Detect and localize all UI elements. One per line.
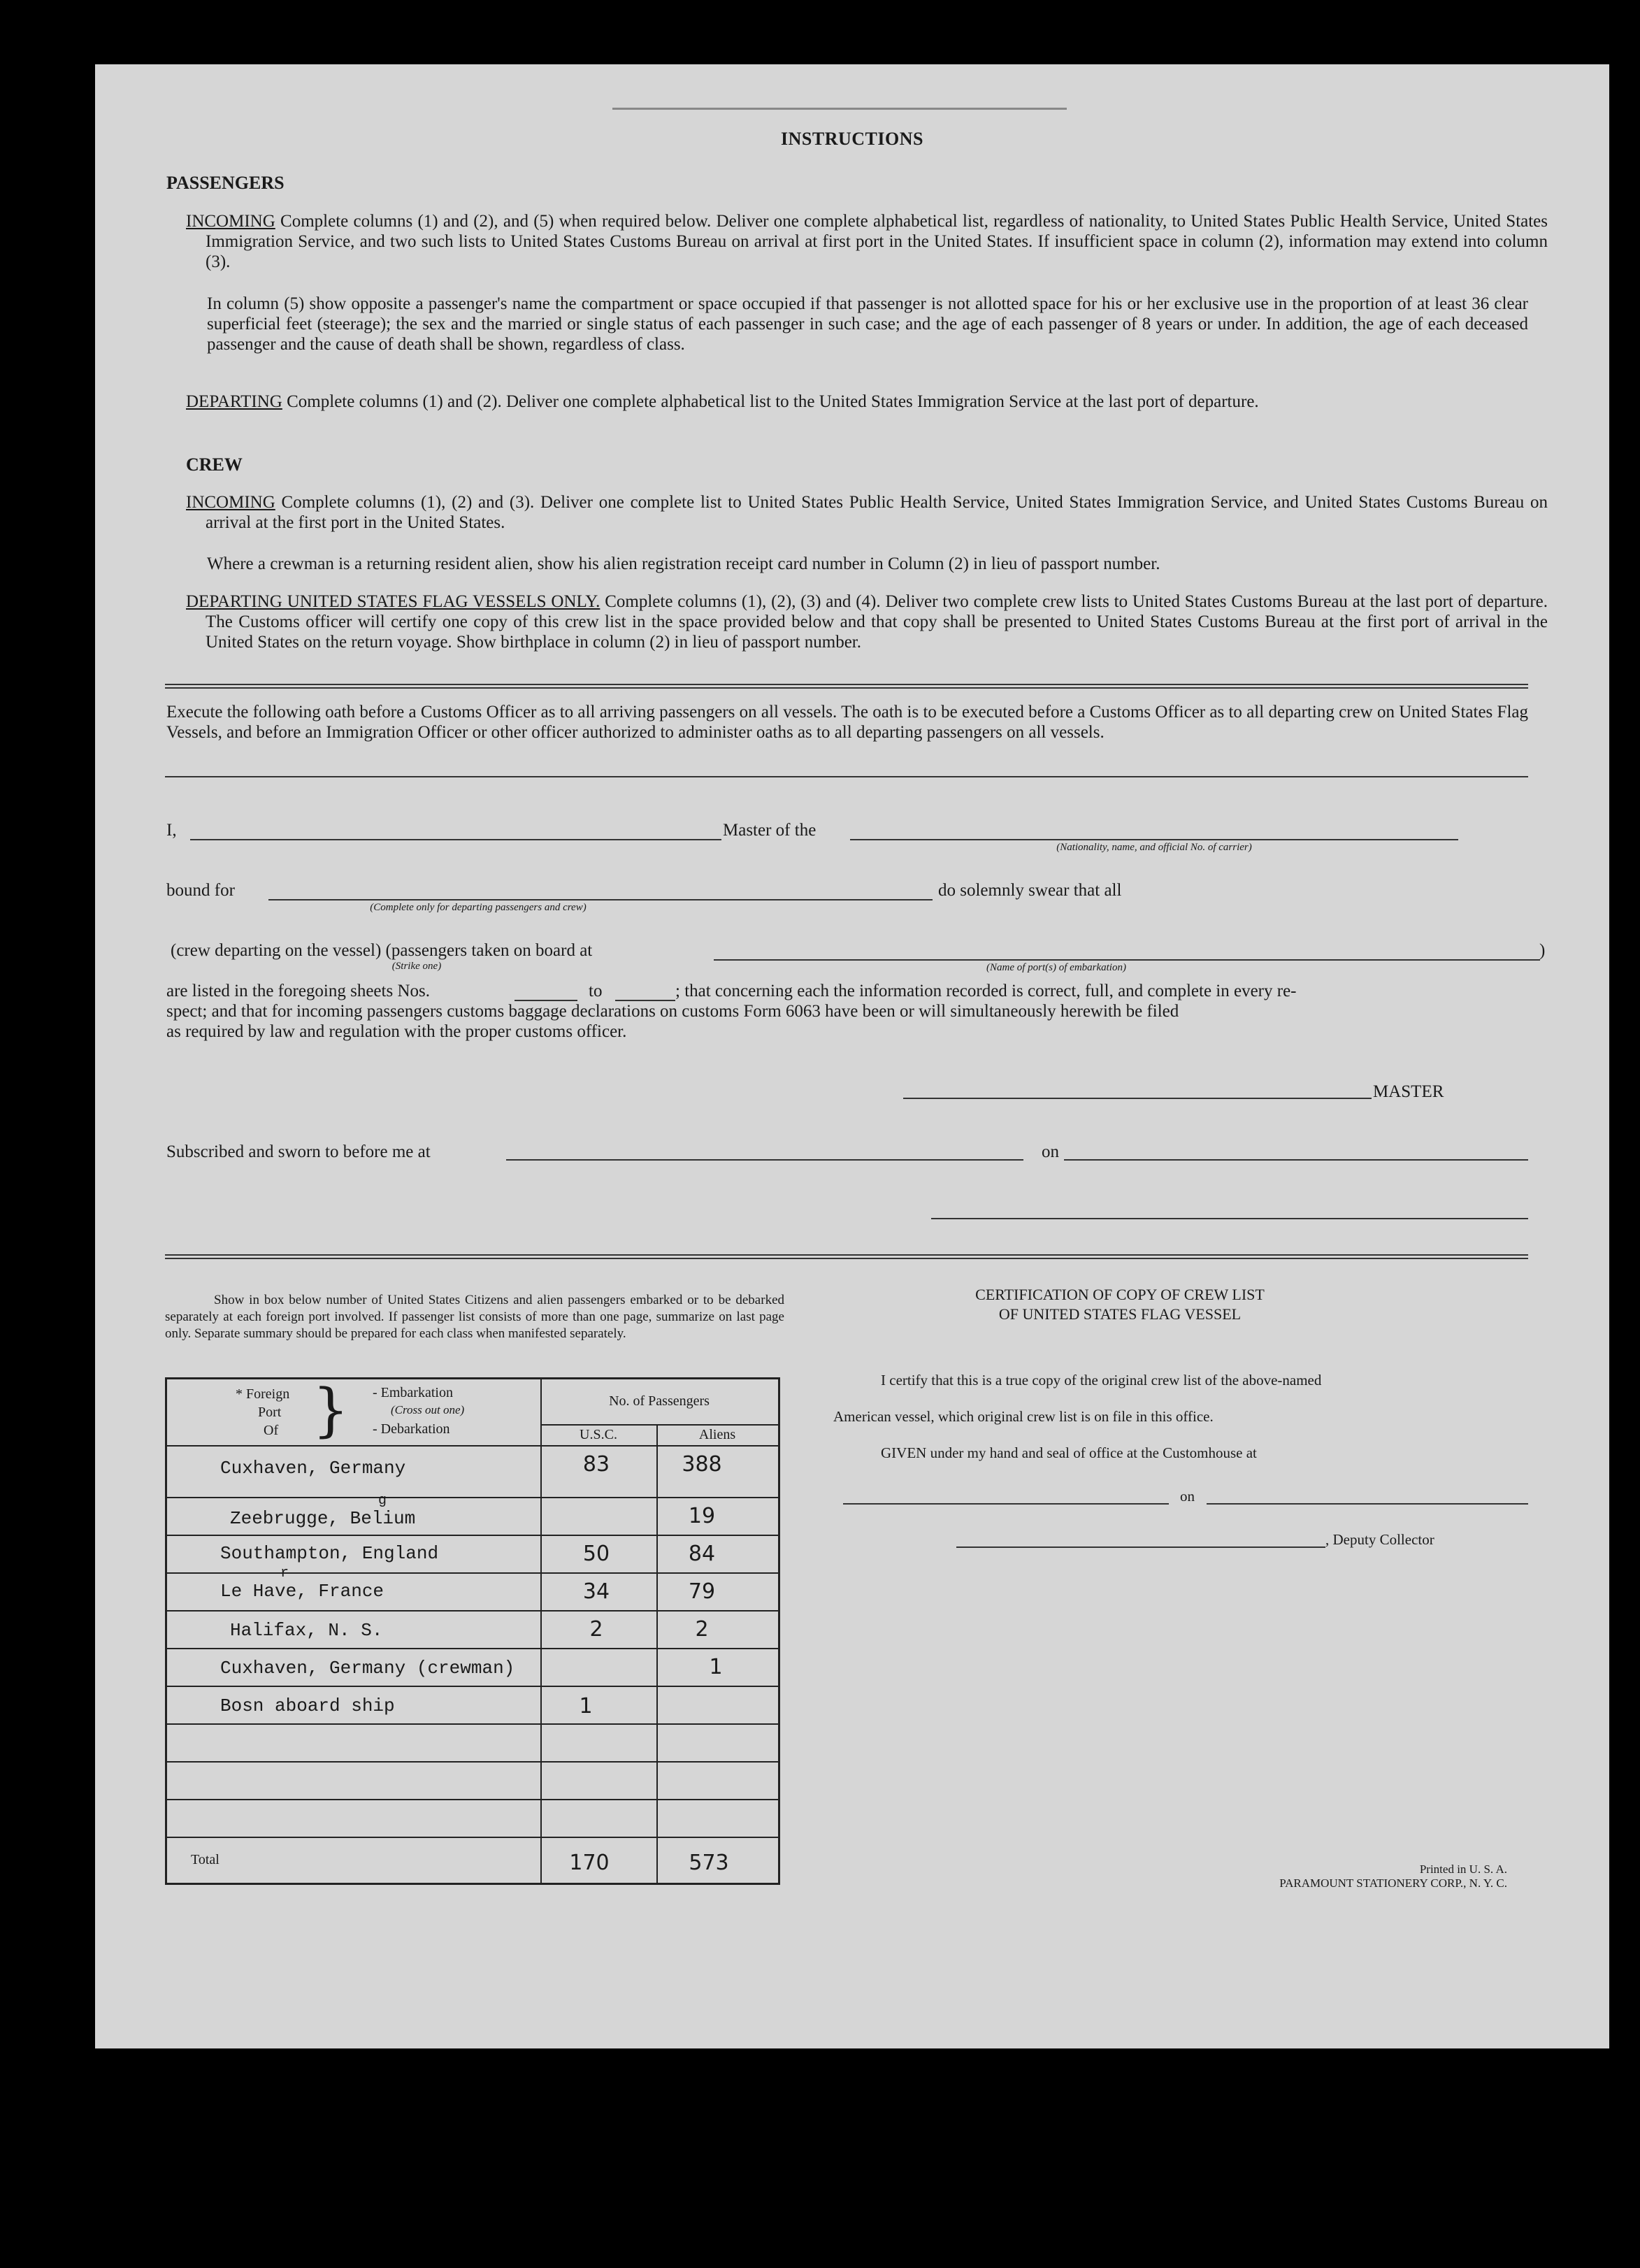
crew-incoming-label: INCOMING	[186, 493, 275, 512]
th-embarkation: - Embarkation	[373, 1385, 453, 1400]
table-divider-h10	[167, 1799, 778, 1800]
bound-for-caption: (Complete only for departing passengers and crew)	[370, 902, 587, 913]
sworn-on-label: on	[1042, 1142, 1059, 1161]
th-port: Port	[258, 1405, 282, 1420]
table-divider-h8	[167, 1723, 778, 1725]
flag-vessels-label: DEPARTING UNITED STATES FLAG VESSELS ONLY.	[186, 592, 600, 611]
section-divider	[165, 684, 1528, 689]
row-6-port: Cuxhaven, Germany (crewman)	[220, 1658, 515, 1679]
printer-line-1: Printed in U. S. A.	[1419, 1863, 1507, 1876]
row-1-usc: 83	[582, 1452, 610, 1477]
row-3-aliens: 84	[688, 1542, 716, 1566]
th-cross-out: (Cross out one)	[391, 1403, 465, 1416]
total-aliens: 573	[689, 1851, 729, 1875]
deputy-signature-field[interactable]	[956, 1546, 1325, 1548]
master-name-field[interactable]	[190, 839, 721, 840]
oath-master-label: Master of the	[723, 821, 817, 840]
crew-incoming-text: Complete columns (1), (2) and (3). Deliver one complete list to United States Public Health Service, United States Immigration Service, and United States Customs Bureau on arrival at the first port in the United States.	[206, 493, 1548, 532]
sheet-to-label: to	[589, 982, 603, 1000]
master-label: MASTER	[1373, 1082, 1444, 1101]
carrier-field[interactable]	[850, 839, 1458, 840]
passengers-incoming-paragraph	[186, 211, 1548, 272]
total-label: Total	[191, 1852, 220, 1867]
bound-for-field[interactable]	[268, 899, 933, 900]
printer-line-2: PARAMOUNT STATIONERY CORP., N. Y. C.	[1279, 1876, 1507, 1890]
page-title: INSTRUCTIONS	[781, 129, 923, 149]
th-debarkation: - Debarkation	[373, 1421, 450, 1437]
oath-intro: Execute the following oath before a Customs Officer as to all arriving passengers on all vessels. The oath is to be executed before a Customs Officer as to all departing crew on United States Flag Vessels, and before an Immigration Officer or other officer authorized to administer oaths as to all departing passengers on all vessels.	[166, 703, 1528, 742]
sworn-date-field[interactable]	[1064, 1159, 1528, 1161]
row-2-port: Zeebrugge, Belium	[230, 1508, 416, 1529]
printer-imprint	[1074, 1863, 1507, 1890]
row-2-aliens: 19	[688, 1504, 716, 1528]
departing-label: DEPARTING	[186, 392, 282, 411]
table-divider-h3	[167, 1535, 778, 1536]
incoming-text: Complete columns (1) and (2), and (5) when required below. Deliver one complete alphabetical list, regardless of nationality, to United States Public Health Service, United States Immigration Service, and two such lists to United States Customs Bureau on arrival at first port in the United States. If insufficient space in column (2), information may extend into column (3).	[206, 212, 1548, 271]
row-5-usc: 2	[589, 1617, 603, 1642]
column5-paragraph: In column (5) show opposite a passenger's name the compartment or space occupied if that passenger is not allotted space for his or her exclusive use in the proportion of at least 36 clear superficial feet (steerage); the sex and the married or single status of each passenger in such case; and the age of each passenger of 8 years or under. In addition, the age of each deceased passenger and the cause of death shall be shown, regardless of class.	[207, 294, 1528, 354]
passengers-heading: PASSENGERS	[166, 173, 285, 193]
certify-on-label: on	[1180, 1488, 1195, 1505]
strike-one-caption: (Strike one)	[391, 961, 442, 972]
table-divider-h7	[167, 1686, 778, 1687]
summary-note: Show in box below number of United States Citizens and alien passengers embarked or to be debarked separately at each foreign port involved. If passenger list consists of more than one page, summarize on last page only. Separate summary should be prepared for each class when manifested separately.	[165, 1293, 784, 1341]
table-divider-h2	[167, 1497, 778, 1498]
crew-heading: CREW	[186, 454, 243, 475]
certify-line-1: I certify that this is a true copy of the original crew list of the above-named	[881, 1372, 1322, 1388]
table-divider-h4	[167, 1572, 778, 1574]
customhouse-field[interactable]	[843, 1503, 1169, 1505]
crew-departing-label: (crew departing on the vessel) (passengers taken on board at	[171, 941, 593, 960]
table-divider-h6	[167, 1648, 778, 1649]
certification-title	[875, 1285, 1365, 1324]
th-usc: U.S.C.	[580, 1427, 617, 1442]
bound-for-label: bound for	[166, 881, 235, 900]
row-5-aliens: 2	[695, 1617, 709, 1642]
faint-header-mark	[612, 108, 1067, 110]
row-4-insert: r	[280, 1565, 289, 1581]
th-foreign: * Foreign	[236, 1386, 290, 1402]
th-of: Of	[264, 1423, 279, 1438]
embarkation-port-field[interactable]	[714, 959, 1540, 961]
crewman-paragraph: Where a crewman is a returning resident alien, show his alien registration receipt card number in Column (2) in lieu of passport number.	[207, 554, 1160, 573]
carrier-caption: (Nationality, name, and official No. of carrier)	[1056, 842, 1252, 853]
row-1-port: Cuxhaven, Germany	[220, 1458, 406, 1479]
brace-glyph: }	[312, 1377, 350, 1444]
certify-line-3: GIVEN under my hand and seal of office at the Customhouse at	[881, 1444, 1257, 1461]
sheet-to-field[interactable]	[615, 1000, 675, 1001]
row-4-aliens: 79	[688, 1579, 716, 1604]
officer-signature-field[interactable]	[931, 1218, 1528, 1219]
flag-vessels-text: Complete columns (1), (2), (3) and (4). Deliver two complete crew lists to United States Customs Bureau at the last port of departure. The Customs officer will certify one copy of this crew list in the space provided below and that copy shall be presented to United States Customs Bureau at the first port of arrival in the United States on the return voyage. Show birthplace in column (2) in lieu of passport number.	[206, 592, 1548, 652]
row-3-port: Southampton, England	[220, 1543, 439, 1564]
oath-divider	[165, 776, 1528, 777]
passenger-summary-table	[165, 1377, 780, 1885]
total-usc: 170	[569, 1851, 610, 1875]
table-divider-h9	[167, 1761, 778, 1763]
table-divider-h1	[167, 1445, 778, 1447]
flag-vessels-paragraph	[186, 591, 1548, 652]
row-7-port: Bosn aboard ship	[220, 1695, 395, 1716]
document-page	[95, 64, 1609, 2048]
subscribed-label: Subscribed and sworn to before me at	[166, 1142, 431, 1161]
sheet-from-field[interactable]	[515, 1000, 577, 1001]
passengers-departing-paragraph	[186, 392, 1548, 412]
certify-date-field[interactable]	[1207, 1503, 1528, 1505]
listed-sheets-label: are listed in the foregoing sheets Nos.	[166, 982, 430, 1000]
table-divider-v2	[656, 1424, 658, 1883]
row-7-usc: 1	[579, 1694, 593, 1718]
departing-text: Complete columns (1) and (2). Deliver one complete alphabetical list to the United States Immigration Service at the last port of departure.	[287, 392, 1259, 411]
listed-text: ; that concerning each the information recorded is correct, full, and complete in every re-	[675, 982, 1297, 1000]
master-signature-field[interactable]	[903, 1098, 1372, 1099]
certify-line-2: American vessel, which original crew list is on file in this office.	[833, 1408, 1214, 1425]
certification-title-line-2: OF UNITED STATES FLAG VESSEL	[998, 1305, 1242, 1323]
row-3-usc: 50	[582, 1542, 610, 1566]
row-6-aliens: 1	[709, 1655, 723, 1679]
table-divider-h11	[167, 1837, 778, 1838]
oath-line-2: spect; and that for incoming passengers customs baggage declarations on customs Form 6063 have been or will simultaneously herewith be filed	[166, 1002, 1179, 1021]
th-no-passengers: No. of Passengers	[609, 1393, 710, 1409]
deputy-collector-label: , Deputy Collector	[1325, 1531, 1434, 1548]
incoming-label: INCOMING	[186, 212, 275, 231]
row-1-aliens: 388	[682, 1452, 722, 1477]
row-4-port: Le Have, France	[220, 1581, 384, 1602]
row-2-insert: g	[378, 1493, 387, 1509]
embarkation-port-caption: (Name of port(s) of embarkation)	[986, 962, 1126, 973]
close-paren: )	[1539, 941, 1546, 960]
oath-line-3: as required by law and regulation with the proper customs officer.	[166, 1022, 627, 1041]
table-divider-h5	[167, 1610, 778, 1612]
table-divider-h0	[540, 1424, 778, 1426]
crew-incoming-paragraph	[186, 492, 1548, 533]
sworn-place-field[interactable]	[506, 1159, 1023, 1161]
certification-title-line-1: CERTIFICATION OF COPY OF CREW LIST	[975, 1286, 1265, 1303]
th-aliens: Aliens	[698, 1427, 736, 1442]
swear-label: do solemnly swear that all	[938, 881, 1122, 900]
lower-divider	[165, 1254, 1528, 1259]
row-5-port: Halifax, N. S.	[230, 1620, 383, 1641]
row-4-usc: 34	[582, 1579, 610, 1604]
oath-i-label: I,	[166, 821, 177, 840]
